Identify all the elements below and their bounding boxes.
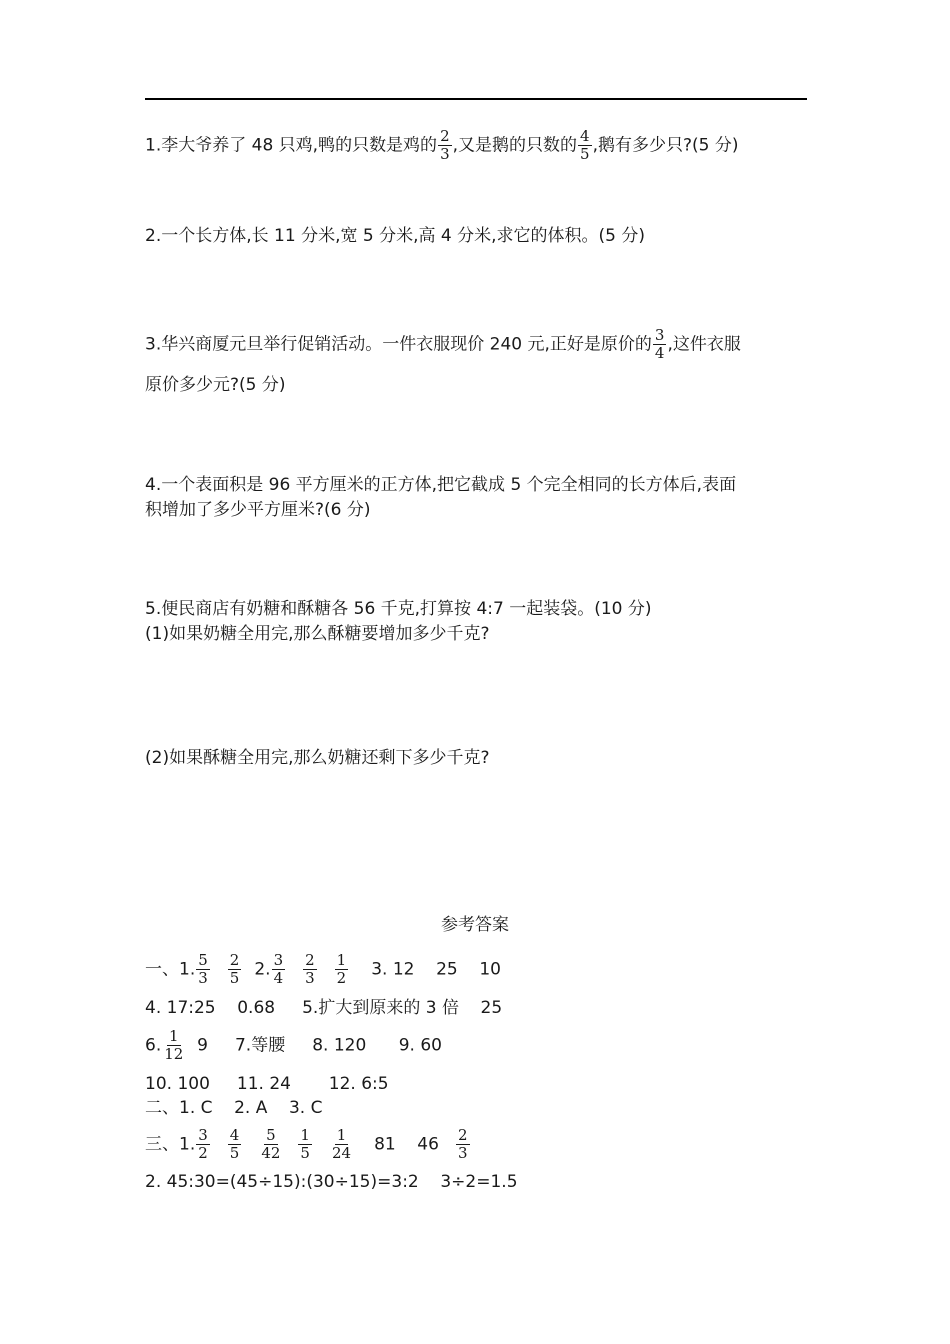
q3-text-a: 3.华兴商厦元旦举行促销活动。一件衣服现价 240 元,正好是原价的: [145, 334, 652, 355]
answers-title: 参考答案: [441, 915, 509, 935]
q1-text-b: ,又是鹅的只数的: [452, 135, 578, 156]
question-4-line-2: 积增加了多少平方厘米?(6 分): [145, 500, 371, 520]
answer-row-7: 2. 45:30=(45÷15):(30÷15)=3:2 3÷2=1.5: [145, 1172, 518, 1192]
question-5: 5.便民商店有奶糖和酥糖各 56 千克,打算按 4:7 一起装袋。(10 分): [145, 599, 652, 619]
fraction: $\frac{2}{5}$: [229, 951, 240, 987]
fraction: $\frac{3}{4}$: [273, 951, 284, 987]
fraction: $\frac{1}{5}$: [300, 1126, 310, 1162]
q1-text-c: ,鹅有多少只?(5 分): [592, 135, 739, 156]
answer-row-5: 二、1. C 2. A 3. C: [145, 1098, 323, 1118]
answer-row-1: 一、1. $\frac{5}{3}$ $\frac{2}{5}$ 2. $\frac{3}{4}$ $\frac{2}{3}$ $\frac{1}{2}$ 3. 12 25 10: [145, 951, 501, 987]
question-5-part-1: (1)如果奶糖全用完,那么酥糖要增加多少千克?: [145, 624, 490, 644]
header-rule: [145, 98, 807, 100]
fraction: $\frac{2}{3}$: [305, 951, 315, 987]
fraction: $\frac{4}{5}$: [580, 127, 590, 163]
fraction: $\frac{1}{2}$: [336, 951, 347, 987]
question-3: [145, 327, 810, 362]
answer-row-3: 6. $\frac{1}{12}$ 9 7.等腰 8. 120 9. 60: [145, 1027, 442, 1063]
q3-text-b: ,这件衣服: [667, 334, 741, 355]
question-2: 2.一个长方体,长 11 分米,宽 5 分米,高 4 分米,求它的体积。(5 分): [145, 226, 646, 246]
question-5-part-2: (2)如果酥糖全用完,那么奶糖还剩下多少千克?: [145, 748, 490, 768]
fraction: $\frac{3}{2}$: [198, 1126, 208, 1162]
answer-row-2: 4. 17:25 0.68 5.扩大到原来的 3 倍 25: [145, 998, 503, 1018]
question-3-line-2: 原价多少元?(5 分): [145, 375, 286, 395]
fraction: $\frac{3}{4}$: [654, 326, 665, 362]
fraction: $\frac{1}{24}$: [331, 1126, 352, 1162]
fraction: $\frac{2}{3}$: [457, 1126, 468, 1162]
question-1: [145, 128, 810, 163]
fraction: $\frac{5}{3}$: [198, 951, 208, 987]
fraction: $\frac{5}{42}$: [261, 1126, 281, 1162]
fraction: $\frac{1}{12}$: [164, 1027, 184, 1063]
answer-row-6: 三、1. $\frac{3}{2}$ $\frac{4}{5}$ $\frac{5}{42}$ $\frac{1}{5}$ $\frac{1}{24}$ 81 46 $\frac{2}{3}$: [145, 1126, 468, 1162]
question-4-line-1: 4.一个表面积是 96 平方厘米的正方体,把它截成 5 个完全相同的长方体后,表面: [145, 475, 737, 495]
fraction: $\frac{2}{3}$: [440, 127, 450, 163]
q1-text-a: 1.李大爷养了 48 只鸡,鸭的只数是鸡的: [145, 135, 438, 156]
fraction: $\frac{4}{5}$: [229, 1126, 240, 1162]
answer-row-4: 10. 100 11. 24 12. 6:5: [145, 1074, 389, 1094]
